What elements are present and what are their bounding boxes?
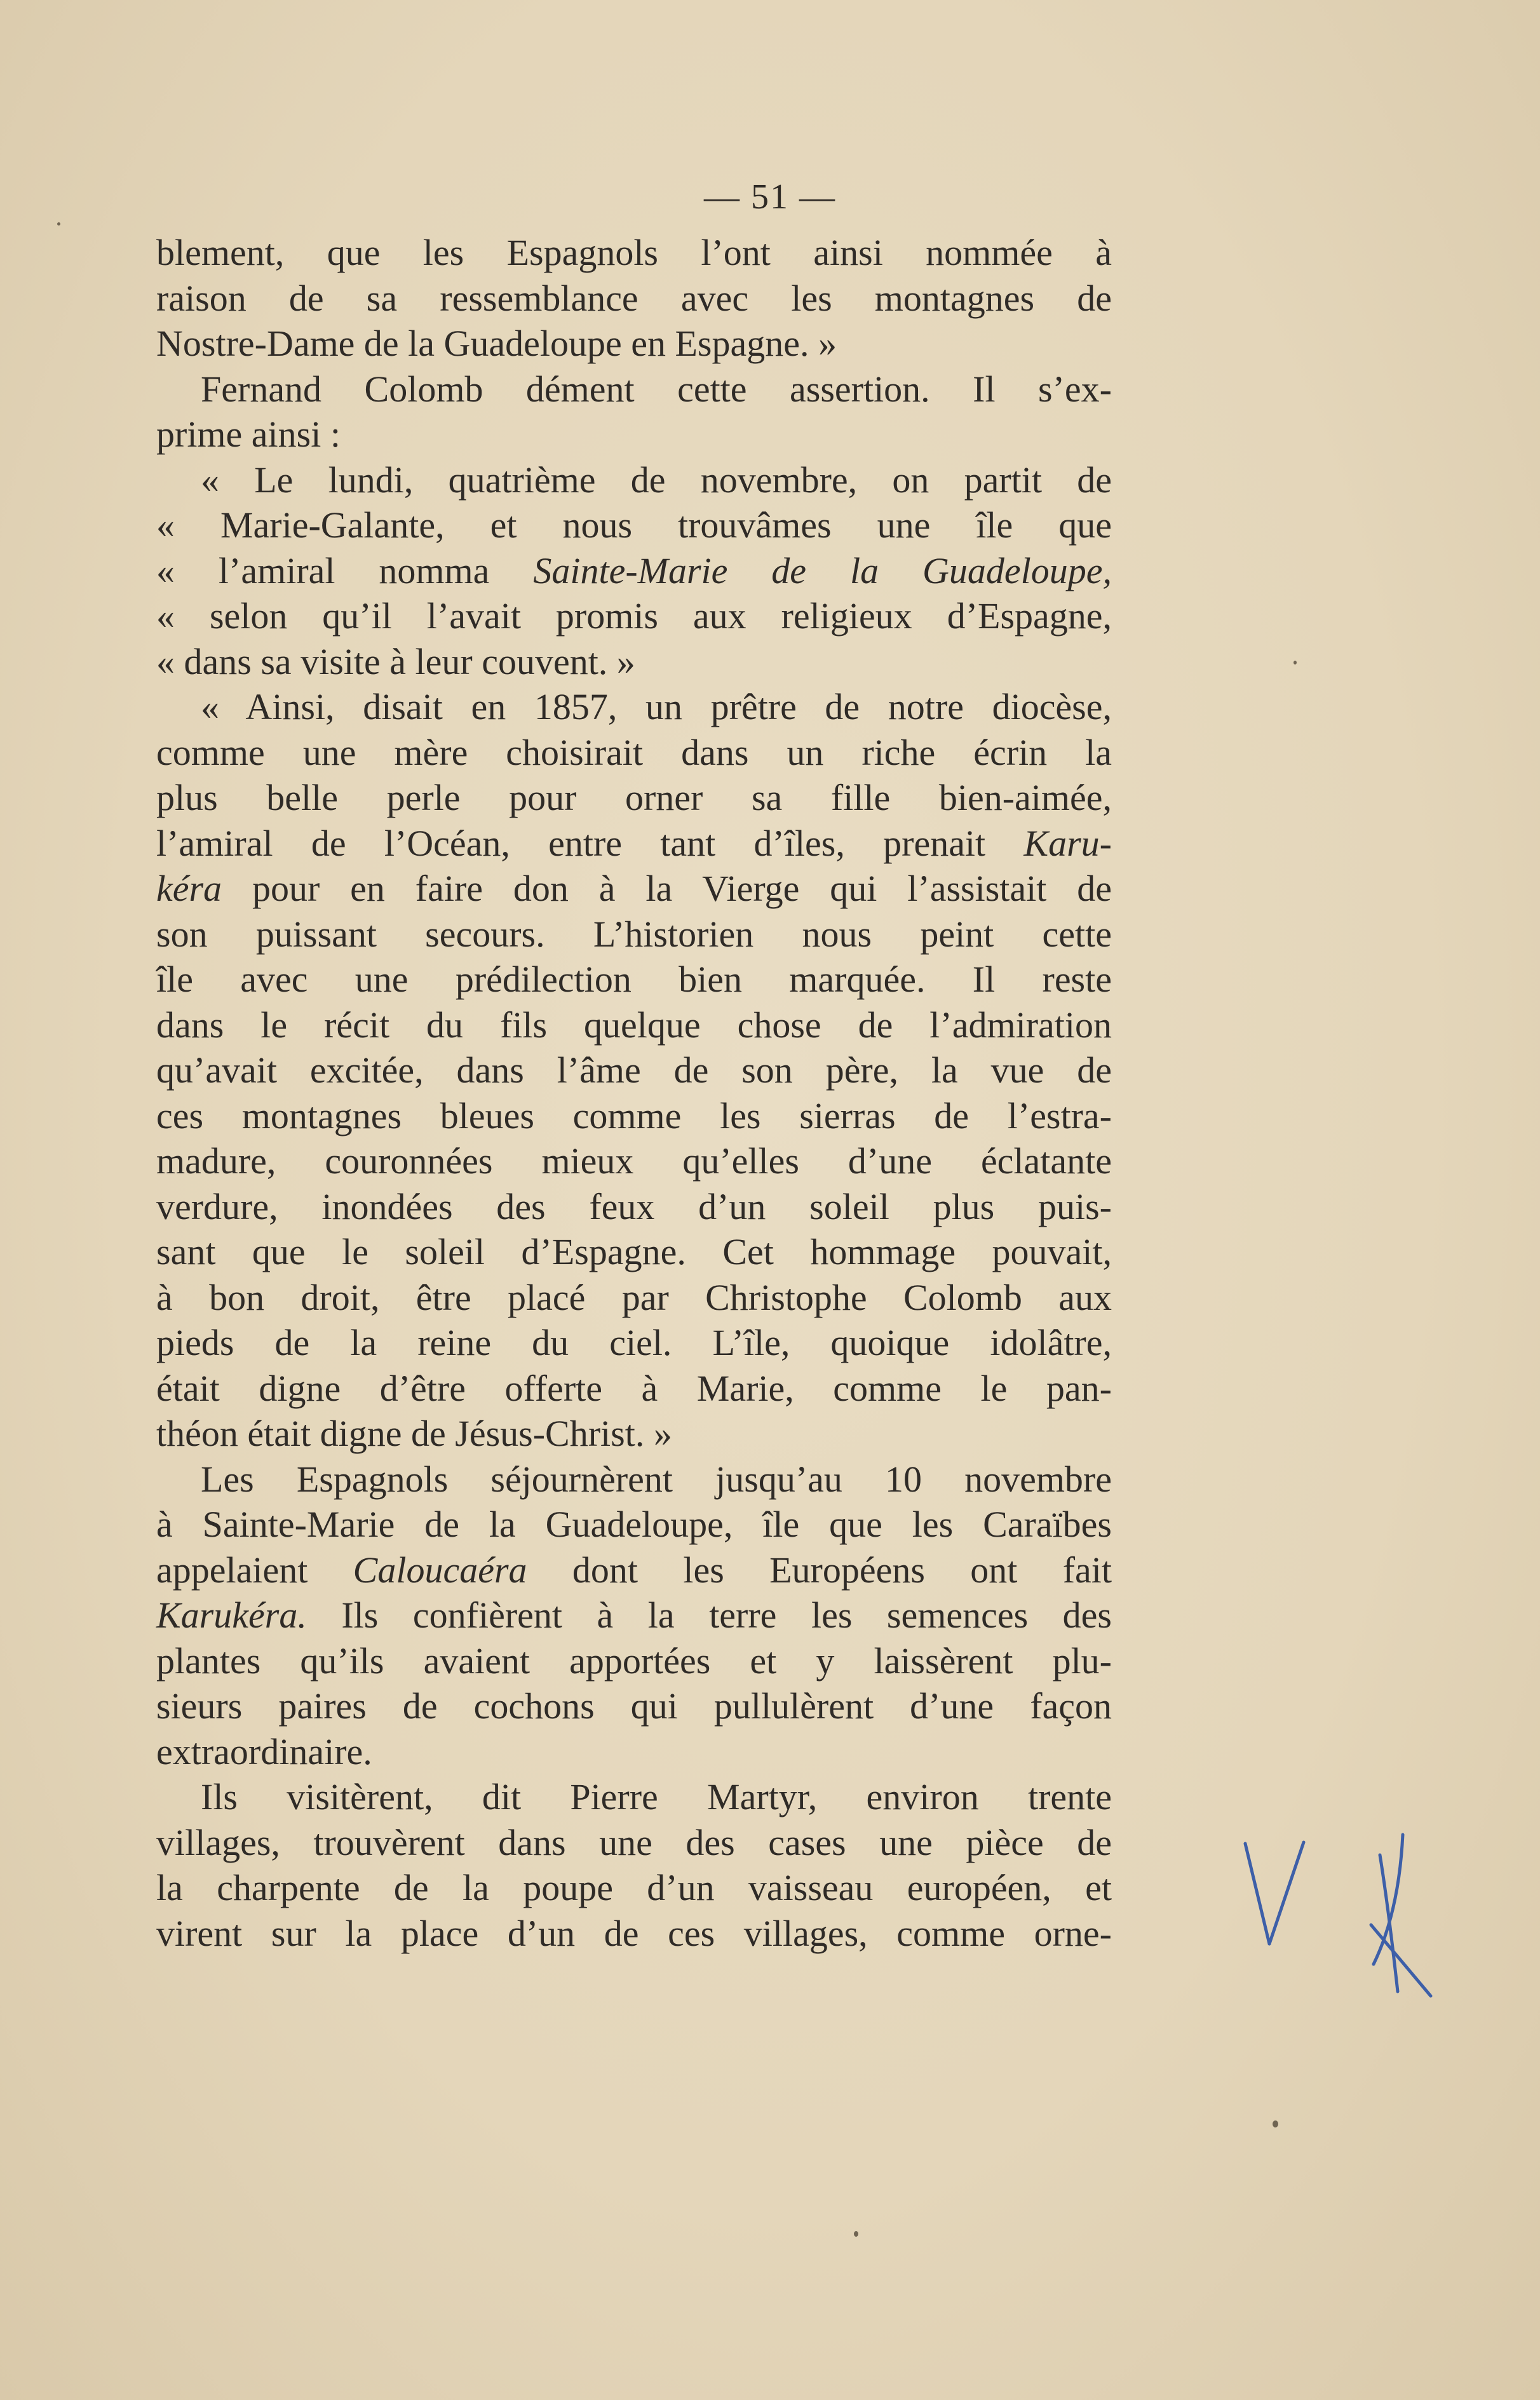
text-line: villages, trouvèrent dans une des cases une pièce de xyxy=(156,1821,1112,1863)
text-segment: appelaient xyxy=(156,1549,353,1591)
text-line: Les Espagnols séjournèrent jusqu’au 10 novembre xyxy=(201,1458,1112,1500)
text-line: dans le récit du fils quelque chose de l’admiration xyxy=(156,1004,1112,1046)
page-number: — 51 — xyxy=(704,177,836,217)
text-line: « selon qu’il l’avait promis aux religieux d’Espagne, xyxy=(156,595,1112,637)
paper-speck xyxy=(1273,2120,1278,2127)
italic-segment: Karu- xyxy=(1023,822,1112,864)
text-line: à bon droit, être placé par Christophe Colomb aux xyxy=(156,1276,1112,1318)
text-line: « dans sa visite à leur couvent. » xyxy=(156,640,635,682)
text-line: île avec une prédilection bien marquée. Il reste xyxy=(156,959,1112,1000)
body-text xyxy=(156,230,1112,1956)
text-line-with-italic xyxy=(156,1547,1112,1593)
text-line: comme une mère choisirait dans un riche écrin la xyxy=(156,731,1112,773)
italic-segment: Karukéra. xyxy=(156,1594,307,1636)
text-segment: « l’amiral nomma xyxy=(156,549,534,591)
text-line-with-italic xyxy=(156,866,1112,912)
text-line: son puissant secours. L’historien nous peint cette xyxy=(156,913,1112,955)
text-line: blement, que les Espagnols l’ont ainsi nommée à xyxy=(156,232,1112,273)
text-line: prime ainsi : xyxy=(156,414,341,455)
text-line-with-italic xyxy=(156,548,1112,594)
text-line: « Le lundi, quatrième de novembre, on partit de xyxy=(201,459,1112,501)
text-line: Ils visitèrent, dit Pierre Martyr, environ trente xyxy=(201,1776,1112,1817)
paper-speck xyxy=(57,222,60,226)
text-line-with-italic xyxy=(156,821,1112,866)
text-line: Fernand Colomb dément cette assertion. Il s’ex- xyxy=(201,368,1112,410)
text-line-with-italic xyxy=(156,1593,1112,1638)
text-line: pieds de la reine du ciel. L’île, quoique idolâtre, xyxy=(156,1322,1112,1363)
text-line: plantes qu’ils avaient apportées et y laissèrent plu- xyxy=(156,1640,1112,1682)
text-line: théon était digne de Jésus-Christ. » xyxy=(156,1413,672,1454)
text-line: à Sainte-Marie de la Guadeloupe, île que les Caraïbes xyxy=(156,1504,1112,1545)
text-line: « Ainsi, disait en 1857, un prêtre de notre diocèse, xyxy=(201,686,1112,727)
paper-speck xyxy=(1293,661,1297,664)
text-line: raison de sa ressemblance avec les montagnes de xyxy=(156,277,1112,319)
pencil-mark-icon xyxy=(1233,1830,1449,2020)
text-line: madure, couronnées mieux qu’elles d’une éclatante xyxy=(156,1140,1112,1182)
text-line: extraordinaire. xyxy=(156,1730,372,1772)
text-line: sant que le soleil d’Espagne. Cet hommage pouvait, xyxy=(156,1231,1112,1272)
text-line: qu’avait excitée, dans l’âme de son père, la vue de xyxy=(156,1049,1112,1091)
italic-segment: Sainte-Marie de la Guadeloupe, xyxy=(533,549,1112,591)
text-segment: pour en faire don à la Vierge qui l’assistait de xyxy=(222,868,1112,909)
text-line: sieurs paires de cochons qui pullulèrent d’une façon xyxy=(156,1685,1112,1727)
paper-speck xyxy=(854,2231,858,2237)
text-segment: Ils confièrent à la terre les semences des xyxy=(306,1594,1112,1636)
text-segment: l’amiral de l’Océan, entre tant d’îles, prenait xyxy=(156,822,1024,864)
text-line: plus belle perle pour orner sa fille bien-aimée, xyxy=(156,777,1112,818)
text-line: était digne d’être offerte à Marie, comme le pan- xyxy=(156,1367,1112,1409)
text-line: virent sur la place d’un de ces villages, comme orne- xyxy=(156,1912,1112,1954)
text-line: Nostre-Dame de la Guadeloupe en Espagne. » xyxy=(156,323,837,364)
text-line: ces montagnes bleues comme les sierras de l’estra- xyxy=(156,1095,1112,1136)
text-line: la charpente de la poupe d’un vaisseau européen, et xyxy=(156,1867,1112,1908)
italic-segment: kéra xyxy=(156,868,222,909)
text-line: verdure, inondées des feux d’un soleil plus puis- xyxy=(156,1185,1112,1227)
text-segment: dont les Européens ont fait xyxy=(527,1549,1112,1591)
italic-segment: Caloucaéra xyxy=(353,1549,527,1591)
text-line: « Marie-Galante, et nous trouvâmes une île que xyxy=(156,504,1112,546)
